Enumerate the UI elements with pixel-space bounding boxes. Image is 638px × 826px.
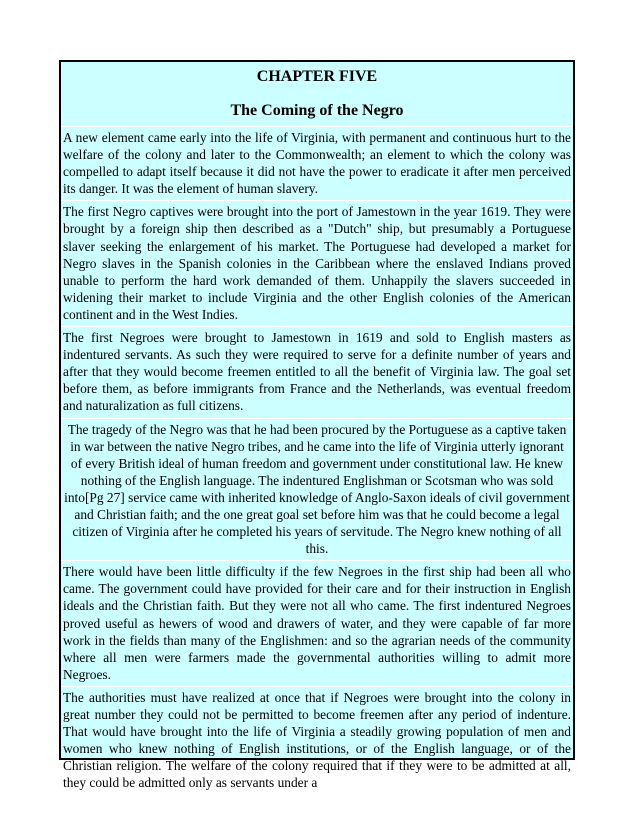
chapter-label: CHAPTER FIVE xyxy=(256,68,378,85)
paragraph-6: The authorities must have realized at once that if Negroes were brought into the colony in great number they could not be permitted to become freemen after any period of indenture. That would have brought into the life of Virginia a steadily growing population of men and women who knew nothing of English institutions, or of the English language, or of the Christian religion. The welfare of the colony required that if they were to be admitted at all, they could be admitted only as servants under a xyxy=(61,686,573,794)
paragraph-4: The tragedy of the Negro was that he had been procured by the Portuguese as a captive taken in war between the native Negro tribes, and he came into the life of Virginia utterly ignorant of every British ideal of human freedom and government under constitutional law. He knew nothing of the English language. The indentured Englishman or Scotsman who was sold into[Pg 27] service came with inherited knowledge of Anglo-Saxon ideals of civil government and Christian faith; and the one great goal set before him was that he could become a legal citizen of Virginia after he completed his years of servitude. The Negro knew nothing of all this. xyxy=(61,418,573,560)
paragraph-1: A new element came early into the life of Virginia, with permanent and continuous hurt to the welfare of the colony and later to the Commonwealth; an element to which the colony was compelled to adapt itself because it did not have the power to eradicate it after men perceived its danger. It was the element of human slavery. xyxy=(61,126,573,199)
page-content-box xyxy=(59,60,575,791)
chapter-title: The Coming of the Negro xyxy=(230,102,404,119)
paragraph-5: There would have been little difficulty if the few Negroes in the first ship had been all who came. The government could have provided for their care and for their instruction in English ideals and the Christian faith. But they were not all who came. The first indentured Negroes proved useful as hewers of wood and drawers of water, and they were capable of far more work in the fields than many of the Englishmen: and so the agrarian needs of the community where all men were farmers made the governmental authorities willing to admit more Negroes. xyxy=(61,560,573,685)
paragraph-2: The first Negro captives were brought into the port of Jamestown in the year 1619. They were brought by a foreign ship then described as a "Dutch" ship, but presumably a Portuguese slaver seeking the enlargement of his market. The Portuguese had developed a market for Negro slaves in the Spanish colonies in the Caribbean where the enslaved Indians proved unable to perform the hard work demanded of them. Unhappily the slavers succeeded in widening their market to include Virginia and the other English colonies of the American continent and in the West Indies. xyxy=(61,200,573,325)
paragraph-3: The first Negroes were brought to Jamestown in 1619 and sold to English masters as indentured servants. As such they were required to serve for a definite number of years and after that they would become freemen entitled to all the benefit of Virginia law. The goal set before them, as before immigrants from France and the Netherlands, was eventual freedom and naturalization as full citizens. xyxy=(61,326,573,416)
